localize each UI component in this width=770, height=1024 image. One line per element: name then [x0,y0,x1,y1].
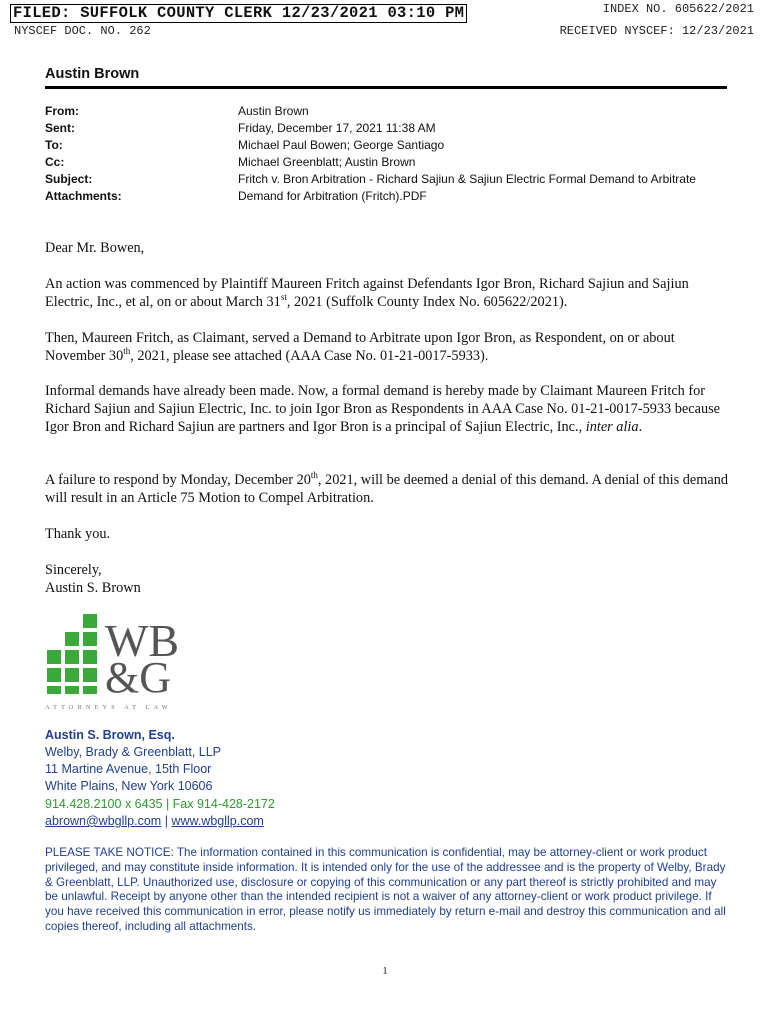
closing-line: Sincerely, [45,562,102,578]
header-value: Demand for Arbitration (Fritch).PDF [238,189,427,203]
header-value: Friday, December 17, 2021 11:38 AM [238,121,436,135]
paragraph-formal-demand: Informal demands have already been made. Now, a formal demand is hereby made by Claimant Maureen Fritch for Richard Sajiun and Sajiun Electric, Inc. to join Igor Bron as Respondents in AAA Case No. 01-21-0017-5933 because Igor Bron and Richard Sajiun are partners and Igor Bron is a principal of Sajiun Electric, Inc., inter alia. [45,383,721,435]
sig-firm: Welby, Brady & Greenblatt, LLP [45,745,222,759]
filed-stamp: FILED: SUFFOLK COUNTY CLERK 12/23/2021 03:10 PM [10,4,467,23]
logo-amp-g: &G [105,653,171,702]
page-number: 1 [382,966,388,977]
logo-tagline: ATTORNEYS AT LAW [45,704,172,711]
sig-contact-links [45,813,264,830]
email-sender-title: Austin Brown [45,66,140,82]
header-key: From: [45,104,79,118]
header-value: Michael Paul Bowen; George Santiago [238,138,445,152]
logo-wb: WB [105,615,180,666]
header-rule [45,86,727,89]
thank-you-line: Thank you. [45,526,111,542]
sig-phone-fax: 914.428.2100 x 6435 | Fax 914-428-2172 [45,797,275,811]
received-nyscef: RECEIVED NYSCEF: 12/23/2021 [559,24,754,38]
greeting: Dear Mr. Bowen, [45,240,145,256]
sig-address-line2: White Plains, New York 10606 [45,779,213,793]
sig-website-link[interactable]: www.wbgllp.com [171,814,264,828]
signed-name: Austin S. Brown [45,580,141,596]
header-key: Subject: [45,172,93,186]
header-value: Fritch v. Bron Arbitration - Richard Sajiun & Sajiun Electric Formal Demand to Arbitrate [238,172,696,186]
paragraph-deadline: A failure to respond by Monday, December 20th, 2021, will be deemed a denial of this demand. A denial of this demand will result in an Article 75 Motion to Compel Arbitration. [45,470,729,506]
paragraph-action-commenced: An action was commenced by Plaintiff Maureen Fritch against Defendants Igor Bron, Richard Sajiun and Sajiun Electric, Inc., et al, on or about March 31st, 2021 (Suffolk County Index No. 605622/2021). [45,276,689,310]
header-key: To: [45,138,63,152]
confidentiality-notice: PLEASE TAKE NOTICE: The information contained in this communication is confidential, may be attorney-client or work product privileged, and may constitute inside information. It is intended only for the use of the addressee and is the property of Welby, Brady & Greenblatt, LLP. Unauthorized use, disclosure or copying of this communication or any part thereof is strictly prohibited and may be unlawful. Receipt by anyone other than the intended recipient is not a waiver of any attorney-client or work product privilege. If you have received this communication in error, please notify us immediately by return e-mail and destroy this communication and all copies thereof, including all attachments. [45,846,726,933]
sig-email-link[interactable]: abrown@wbgllp.com [45,814,162,828]
header-key: Sent: [45,121,75,135]
nyscef-doc-number: NYSCEF DOC. NO. 262 [14,24,151,38]
index-number: INDEX NO. 605622/2021 [602,2,754,16]
sig-address-line1: 11 Martine Avenue, 15th Floor [45,762,212,776]
header-value: Michael Greenblatt; Austin Brown [238,155,416,169]
wbg-logo [45,612,195,712]
paragraph-demand-served: Then, Maureen Fritch, as Claimant, served a Demand to Arbitrate upon Igor Bron, as Respondent, on or about November 30th, 2021, please see attached (AAA Case No. 01-21-0017-5933). [45,330,675,364]
header-key: Attachments: [45,189,122,203]
logo-green-squares [47,614,97,694]
sig-name: Austin S. Brown, Esq. [45,728,175,742]
sig-separator: | [161,814,172,828]
header-key: Cc: [45,155,65,169]
header-value: Austin Brown [238,104,309,118]
